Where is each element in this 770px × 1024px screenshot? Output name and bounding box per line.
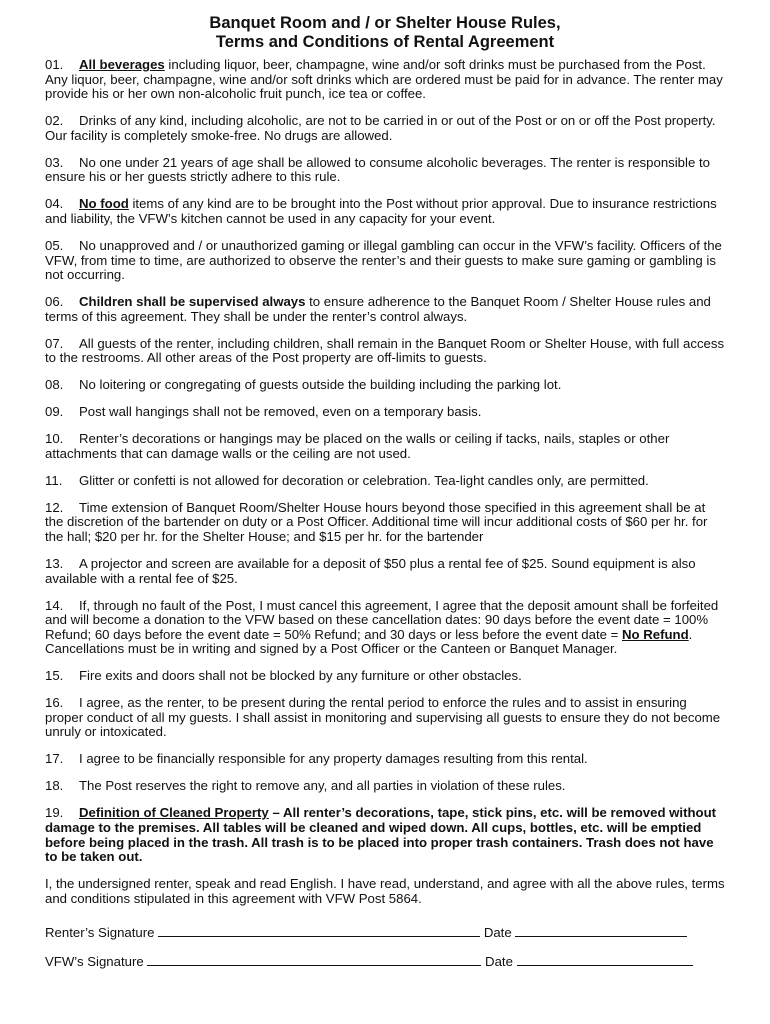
rule-item xyxy=(45,779,725,794)
title-line-1: Banquet Room and / or Shelter House Rules, xyxy=(209,14,561,32)
rule-item xyxy=(45,295,725,324)
rule-number: 17. xyxy=(45,751,64,767)
rule-item xyxy=(45,114,725,143)
rule-item xyxy=(45,557,725,586)
rule-number: 11. xyxy=(45,472,63,488)
rule-text: Fire exits and doors shall not be blocked by any furniture or other obstacles. xyxy=(79,668,522,684)
rule-number: 15. xyxy=(45,668,64,684)
rule-item xyxy=(45,405,725,420)
rule-number: 07. xyxy=(45,335,64,351)
document-title xyxy=(45,14,725,52)
rule-underlined-lead: No food xyxy=(79,196,129,212)
rule-number: 16. xyxy=(45,695,64,711)
rule-text: Renter’s decorations or hangings may be placed on the walls or ceiling if tacks, nails, staples or other attachments that can damage walls or the ceiling are not used. xyxy=(45,431,670,461)
renter-date-label: Date xyxy=(483,925,512,941)
rule-number: 03. xyxy=(45,154,64,170)
rule-item xyxy=(45,752,725,767)
rule-text-continued: . Cancellations must be in writing and signed by a Post Officer or the Canteen or Banquet Manager. xyxy=(45,626,693,657)
rule-number: 05. xyxy=(45,237,64,253)
rule-number: 04. xyxy=(45,196,64,212)
renter-date-line[interactable] xyxy=(515,924,687,937)
rules-list xyxy=(45,58,725,865)
rule-bold-text: – All renter’s decorations, tape, stick pins, etc. will be removed without damage to the premises. All tables will be cleaned and wiped down. All cups, bottles, etc. will be emptied before being placed in the trash. All trash is to be placed into proper trash containers. Trash does not have to be taken out. xyxy=(45,805,717,865)
rule-text: All guests of the renter, including children, shall remain in the Banquet Room or Shelter House, with full access to the restrooms. All other areas of the Post property are off-limits to guests. xyxy=(45,335,725,366)
vfw-signature-row xyxy=(45,953,725,970)
rule-text: No one under 21 years of age shall be allowed to consume alcoholic beverages. The renter is responsible to ensure his or her guests strictly adhere to this rule. xyxy=(45,154,710,185)
rule-number: 12. xyxy=(45,499,64,515)
rule-number: 09. xyxy=(45,404,64,420)
rule-bold-lead: Children shall be supervised always xyxy=(79,294,306,310)
rule-text: Post wall hangings shall not be removed, even on a temporary basis. xyxy=(79,404,482,420)
rule-number: 08. xyxy=(45,377,64,393)
rule-item xyxy=(45,378,725,393)
rule-text: to ensure adherence to the Banquet Room / Shelter House rules and terms of this agreement. They shall be under the renter’s control always. xyxy=(45,294,711,324)
rental-agreement-document xyxy=(45,14,725,970)
rule-item xyxy=(45,58,725,102)
rule-item xyxy=(45,696,725,740)
rule-item xyxy=(45,197,725,226)
rule-number: 13. xyxy=(45,555,64,571)
rule-text: I agree to be financially responsible for any property damages resulting from this rental. xyxy=(79,751,588,767)
rule-text: I agree, as the renter, to be present during the rental period to enforce the rules and to assist in ensuring proper conduct of all my guests. I shall assist in monitoring and supervising all guests to ensure they do not become unruly or intoxicated. xyxy=(45,695,721,740)
rule-item xyxy=(45,156,725,185)
renter-signature-row xyxy=(45,924,725,941)
rule-underlined-phrase: No Refund xyxy=(622,626,689,642)
rule-item xyxy=(45,337,725,366)
rule-text: If, through no fault of the Post, I must cancel this agreement, I agree that the deposit amount shall be forfeited and will become a donation to the VFW based on these cancellation dates: 90 days before the event date = 100% Refund; 60 days before the event date = 50% Refund; and 30 days or less before the event date = xyxy=(45,597,719,642)
rule-item xyxy=(45,239,725,283)
rule-number: 10. xyxy=(45,431,64,447)
rule-item xyxy=(45,669,725,684)
rule-number: 02. xyxy=(45,113,64,129)
rule-underlined-lead: All beverages xyxy=(79,57,165,72)
renter-signature-label: Renter’s Signature xyxy=(45,925,155,941)
rule-text: No unapproved and / or unauthorized gaming or illegal gambling can occur in the VFW’s facility. Officers of the VFW, from time to time, are authorized to observe the renter’s and their guests to make sure gaming or gambling is not occurring. xyxy=(45,237,722,283)
title-line-2: Terms and Conditions of Rental Agreement xyxy=(215,33,555,51)
rule-text: Glitter or confetti is not allowed for decoration or celebration. Tea-light candles only, are permitted. xyxy=(79,472,649,488)
rule-text: The Post reserves the right to remove any, and all parties in violation of these rules. xyxy=(79,778,566,794)
rule-text: Time extension of Banquet Room/Shelter House hours beyond those specified in this agreement shall be at the discretion of the bartender on duty or a Post Officer. Additional time will incur additional costs of $60 per hr. for the hall; $20 per hr. for the Shelter House; and $15 per hr. for the bartender xyxy=(45,499,708,544)
rule-text: A projector and screen are available for a deposit of $50 plus a rental fee of $25. Sound equipment is also available with a rental fee of $25. xyxy=(45,555,696,586)
rule-number: 14. xyxy=(45,597,64,613)
rule-number: 19. xyxy=(45,805,64,821)
rule-number: 06. xyxy=(45,294,64,310)
vfw-signature-label: VFW’s Signature xyxy=(45,953,144,969)
rule-text: No loitering or congregating of guests outside the building including the parking lot. xyxy=(79,377,562,393)
rule-number: 18. xyxy=(45,778,64,794)
vfw-date-line[interactable] xyxy=(517,953,693,966)
rule-item xyxy=(45,806,725,864)
vfw-date-label: Date xyxy=(485,953,513,969)
rule-item xyxy=(45,474,725,489)
rule-item xyxy=(45,501,725,545)
vfw-signature-line[interactable] xyxy=(147,953,481,966)
rule-text: including liquor, beer, champagne, wine and/or soft drinks must be purchased from the Post. Any liquor, beer, champagne, wine and/or soft drinks which are ordered must be paid for in advance. The renter may provide his or her own non-alcoholic fruit punch, ice tea or coffee. xyxy=(45,57,723,102)
renter-signature-line[interactable] xyxy=(158,924,480,937)
rule-text: items of any kind are to be brought into the Post without prior approval. Due to insurance restrictions and liability, the VFW’s kitchen cannot be used in any capacity for your event. xyxy=(45,196,717,226)
rule-item xyxy=(45,599,725,657)
closing-statement: I, the undersigned renter, speak and read English. I have read, understand, and agree with all the above rules, terms and conditions stipulated in this agreement with VFW Post 5864. xyxy=(45,876,725,906)
rule-text: Drinks of any kind, including alcoholic, are not to be carried in or out of the Post or on or off the Post property. Our facility is completely smoke-free. No drugs are allowed. xyxy=(45,113,716,143)
rule-item xyxy=(45,432,725,461)
rule-underlined-lead: Definition of Cleaned Property xyxy=(79,805,269,821)
rule-number: 01. xyxy=(45,57,64,72)
